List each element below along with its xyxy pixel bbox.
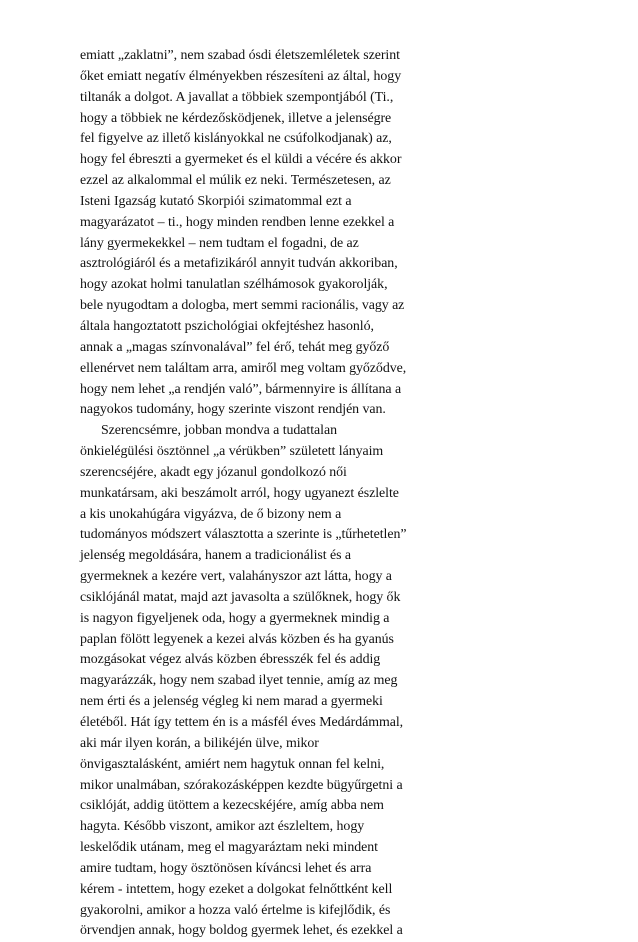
text-line: munkatársam, aki beszámolt arról, hogy ugyanezt észlelte [80, 485, 399, 501]
text-line: tiltanák a dolgot. A javallat a többiek szempontjából (Ti., [80, 89, 394, 105]
text-line: önkielégülési ösztönnel „a vérükben” született lányaim [80, 444, 384, 460]
text-line: csiklójánál matat, majd azt javasolta a szülőknek, hogy ők [80, 589, 401, 605]
text-line: általa hangoztatott pszichológiai okfejtéshez hasonló, [80, 318, 374, 334]
text-line: is nagyon figyeljenek oda, hogy a gyermeknek mindig a [80, 610, 390, 626]
text-line: csiklóját, addig ütöttem a kezecskéjére, amíg abba nem [80, 798, 384, 814]
text-line: paplan fölött legyenek a kezei alvás közben és ha gyanús [80, 631, 394, 647]
body-text [80, 46, 560, 942]
text-line: mozgásokat végez alvás közben ébresszék fel és addig [80, 652, 381, 668]
text-line: a kis unokahúgára vigyázva, de ő bizony nem a [80, 506, 342, 522]
text-line: szerencséjére, akadt egy józanul gondolkozó női [80, 464, 347, 480]
text-line: hogy nem lehet „a rendjén való”, bármennyire is állítana a [80, 381, 402, 397]
text-line: asztrológiáról és a metafizikáról annyit tudván akkoriban, [80, 256, 398, 272]
text-line: nagyokos tudomány, hogy szerinte viszont rendjén van. [80, 402, 386, 418]
text-line: önvigasztalásként, amiért nem hagytuk onnan fel kelni, [80, 756, 385, 772]
text-line: őket emiatt negatív élményekben részesíteni az által, hogy [80, 68, 402, 84]
text-line: magyarázatot – ti., hogy minden rendben lenne ezekkel a [80, 214, 395, 230]
text-line: nem érti és a jelenség végleg ki nem marad a gyermeki [80, 694, 383, 710]
text-line: leskelődik utánam, meg el magyaráztam neki mindent [80, 840, 378, 856]
text-line: magyarázzák, hogy nem szabad ilyet tennie, amíg az meg [80, 673, 398, 689]
text-line: amire tudtam, hogy ösztönösen kíváncsi lehet és arra [80, 860, 372, 876]
text-line: lány gyermekekkel – nem tudtam el fogadni, de az [80, 235, 359, 251]
text-line: mikor unalmában, szórakozásképpen kezdte bügyűrgetni a [80, 777, 403, 793]
text-line: gyakorolni, amikor a hozza való értelme is kifejlődik, és [80, 902, 391, 918]
text-line: emiatt „zaklatni”, nem szabad ósdi életszemléletek szerint [80, 48, 400, 63]
text-line: tudományos módszert választotta a szerinte is „tűrhetetlen” [80, 527, 407, 543]
text-line: hogy fel ébreszti a gyermeket és el küldi a vécére és akkor [80, 152, 402, 168]
text-line: aki már ilyen korán, a bilikéjén ülve, mikor [80, 735, 319, 751]
text-line: Szerencsémre, jobban mondva a tudattalan [101, 423, 337, 439]
text-line: fel figyelve az illető kislányokkal ne csúfolkodjanak) az, [80, 131, 392, 147]
text-line: kérem - intettem, hogy ezeket a dolgokat felnőttként kell [80, 881, 393, 897]
text-line: jelenség megoldására, hanem a tradicionálist és a [80, 548, 352, 564]
text-line: ellenérvet nem találtam arra, amiről meg voltam győződve, [80, 360, 407, 376]
text-line: hogy a többiek ne kérdezősködjenek, illetve a jelenségre [80, 110, 392, 126]
text-line: életéből. Hát így tettem én is a másfél éves Medárdámmal, [80, 715, 404, 730]
text-line: ezzel az alkalommal el múlik ez neki. Természetesen, az [80, 173, 391, 189]
text-line: bele nyugodtam a dologba, mert semmi racionális, vagy az [80, 298, 405, 314]
text-line: örvendjen annak, hogy boldog gyermek lehet, és ezekkel a [80, 923, 403, 939]
text-line: Isteni Igazság kutató Skorpiói szimatommal ezt a [80, 193, 352, 209]
text-line: gyermeknek a kezére vert, valahányszor azt látta, hogy a [80, 569, 392, 585]
text-line: hagyta. Később viszont, amikor azt észleltem, hogy [80, 819, 365, 835]
text-line: annak a „magas színvonalával” fel érő, tehát meg győző [80, 339, 390, 355]
text-line: hogy azokat holmi tanulatlan szélhámosok gyakorolják, [80, 277, 388, 293]
